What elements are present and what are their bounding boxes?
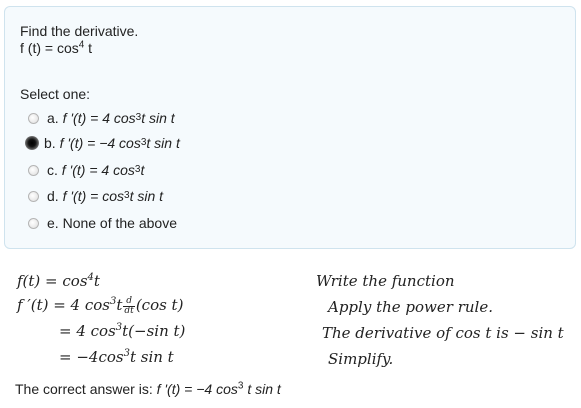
question-prompt: Find the derivative. — [20, 23, 139, 39]
option-text-tail: t sin t — [146, 135, 180, 151]
option-text: f '(t) = −4 cos — [59, 135, 141, 151]
option-text-tail: t sin t — [141, 110, 175, 126]
derivative-fraction — [123, 297, 134, 316]
radio-button[interactable] — [28, 191, 39, 202]
question-text — [20, 23, 138, 57]
math-exponent: 3 — [123, 348, 130, 359]
option-d[interactable]: d. f '(t) = cos 3 t sin t — [28, 186, 163, 206]
option-text: f '(t) = 4 cos — [61, 162, 135, 178]
solution-line-3 — [59, 322, 185, 340]
step-note-2: Apply the power rule. — [328, 298, 493, 316]
step-note-4: Simplify. — [328, 350, 394, 368]
answer-exponent: 3 — [237, 380, 244, 392]
option-letter: c. — [47, 162, 58, 178]
worked-solution — [0, 262, 581, 372]
radio-button[interactable] — [28, 165, 39, 176]
radio-button[interactable] — [28, 113, 39, 124]
math-text: = 4 cos — [59, 322, 116, 340]
math-text: t(−sin t) — [122, 322, 186, 340]
radio-button[interactable] — [28, 218, 39, 229]
math-exponent: 3 — [115, 322, 123, 333]
option-b[interactable]: b. f '(t) = −4 cos 3 t sin t — [28, 133, 180, 153]
fraction-numerator: d — [123, 297, 134, 307]
option-letter: d. — [47, 188, 59, 204]
correct-answer — [15, 381, 281, 397]
math-exponent: 3 — [110, 296, 117, 307]
math-exponent: 4 — [87, 272, 94, 283]
option-letter: a. — [47, 110, 59, 126]
question-function — [20, 40, 138, 57]
function-var: t — [84, 40, 93, 56]
option-a[interactable]: a. f '(t) = 4 cos 3 t sin t — [28, 108, 175, 128]
function-lhs: f (t) = cos — [20, 40, 79, 56]
option-e[interactable] — [28, 213, 177, 233]
solution-line-1 — [17, 272, 100, 290]
option-letter: b. — [44, 135, 56, 151]
function-exponent: 4 — [78, 39, 85, 51]
option-text: f '(t) = cos — [62, 188, 124, 204]
solution-line-2 — [17, 296, 183, 316]
math-text: t — [93, 272, 100, 290]
answer-text: f '(t) = −4 cos — [156, 381, 238, 397]
math-text: (cos t) — [135, 296, 184, 314]
option-text-tail: t sin t — [129, 188, 164, 204]
option-letter: e. — [47, 215, 59, 231]
math-text: f ′(t) = 4 cos — [17, 296, 111, 314]
solution-line-4 — [59, 348, 174, 366]
math-text: t — [116, 296, 123, 314]
radio-button-selected[interactable] — [25, 136, 39, 150]
select-one-label: Select one: — [20, 86, 91, 102]
option-text: f '(t) = 4 cos — [62, 110, 136, 126]
step-note-1: Write the function — [316, 272, 455, 290]
math-text: t sin t — [129, 348, 174, 366]
math-text: = −4cos — [59, 348, 124, 366]
fraction-denominator: dt — [124, 305, 134, 316]
option-text-tail: t — [140, 162, 145, 178]
option-text: None of the above — [62, 215, 177, 231]
option-c[interactable]: c. f '(t) = 4 cos 3 t — [28, 160, 144, 180]
math-text: f(t) = cos — [17, 272, 88, 290]
step-note-3: The derivative of cos t is − sin t — [322, 324, 564, 342]
question-card — [4, 6, 576, 249]
answer-text-tail: t sin t — [243, 381, 281, 397]
answer-prefix: The correct answer is: — [15, 381, 157, 397]
